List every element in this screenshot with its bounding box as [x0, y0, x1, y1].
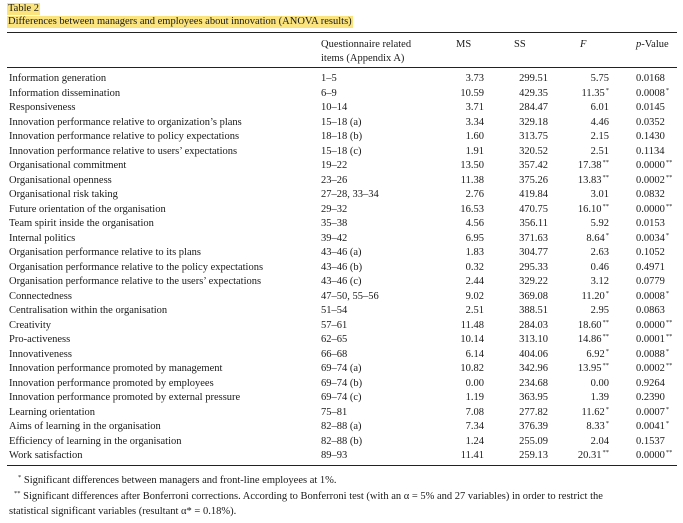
- row-ms: 1.60: [465, 131, 484, 142]
- row-label: Learning orientation: [9, 406, 96, 418]
- row-f: [578, 202, 609, 217]
- row-items: 66–68: [321, 348, 348, 360]
- row-f-number: 2.04: [590, 435, 609, 447]
- row-ms: 2.44: [465, 276, 484, 287]
- row-p-value-significance-mark: **: [665, 449, 673, 456]
- row-ss: 304.77: [519, 247, 548, 258]
- row-f-number: 16.10: [577, 203, 602, 215]
- row-label: Pro-activeness: [9, 334, 71, 345]
- row-f: [586, 347, 609, 362]
- row-f-number: 5.75: [590, 73, 609, 84]
- row-label: Centralisation within the organisation: [9, 305, 168, 316]
- row-p-value: [636, 303, 665, 318]
- row-p-value: [636, 129, 665, 144]
- row-ss: 284.47: [519, 102, 548, 113]
- row-items: 51–54: [321, 305, 348, 316]
- row-items: 89–93: [321, 450, 348, 461]
- row-ms: 1.83: [465, 247, 484, 258]
- row-ms: 2.51: [465, 305, 484, 316]
- row-label: Innovativeness: [9, 348, 72, 360]
- row-f: [591, 245, 609, 260]
- row-p-value: [636, 173, 672, 188]
- table-row: [0, 274, 683, 289]
- row-label: Responsiveness: [9, 102, 76, 113]
- row-p-value: [636, 187, 665, 202]
- table-row: [0, 361, 683, 376]
- table-row: [0, 260, 683, 275]
- table-row: [0, 289, 683, 304]
- row-p-value-significance-mark: *: [665, 231, 670, 239]
- row-label: Information generation: [9, 73, 107, 84]
- row-items: 43–46 (c): [321, 276, 362, 287]
- row-p-value-number: 0.0145: [636, 102, 665, 113]
- row-items: 43–46 (a): [321, 247, 362, 258]
- row-ms: 3.71: [465, 102, 484, 113]
- row-ss: 342.96: [519, 363, 548, 374]
- table-row: [0, 405, 683, 420]
- row-f-number: 17.38: [577, 160, 602, 171]
- row-f: [591, 216, 609, 231]
- row-label: Internal politics: [9, 232, 76, 244]
- row-f-significance-mark: **: [602, 449, 609, 456]
- row-items: 82–88 (a): [321, 421, 362, 432]
- row-f: [591, 376, 609, 391]
- row-items: 23–26: [321, 174, 348, 186]
- row-ms: 1.91: [465, 145, 484, 157]
- row-p-value-number: 0.0352: [636, 116, 665, 128]
- row-label: Innovation performance promoted by external pressure: [9, 392, 241, 403]
- row-f: [591, 115, 609, 130]
- row-p-value: [636, 405, 669, 420]
- row-label: Innovation performance relative to policy expectations: [9, 131, 240, 142]
- row-f-number: 13.83: [577, 174, 602, 186]
- row-p-value-number: 0.0779: [636, 276, 665, 287]
- row-p-value-number: 0.0007: [636, 406, 665, 418]
- row-items: 43–46 (b): [321, 261, 363, 273]
- row-f-number: 0.00: [590, 377, 609, 389]
- row-f-number: 5.92: [590, 218, 609, 229]
- row-items: 35–38: [321, 218, 348, 229]
- row-p-value: [636, 71, 665, 86]
- row-p-value: [636, 390, 665, 405]
- row-p-value-number: 0.0002: [636, 363, 665, 374]
- row-ss: 363.95: [519, 392, 548, 403]
- footnote-2-continued: statistical significant variables (resultant α* = 0.18%).: [9, 506, 237, 517]
- row-f-significance-mark: *: [605, 347, 609, 355]
- row-items: 15–18 (a): [321, 116, 362, 128]
- row-p-value: [636, 332, 672, 347]
- row-p-value-significance-mark: **: [665, 159, 673, 166]
- row-items: 39–42: [321, 232, 348, 244]
- row-p-value: [636, 448, 672, 463]
- row-p-value-number: 0.1430: [636, 131, 665, 142]
- row-f-number: 4.46: [590, 116, 609, 128]
- row-p-value-significance-mark: **: [665, 362, 673, 369]
- table-row: [0, 144, 683, 159]
- row-f-number: 1.39: [590, 392, 609, 403]
- row-p-value: [636, 115, 665, 130]
- row-f: [591, 390, 609, 405]
- table-row: [0, 173, 683, 188]
- row-ss: 277.82: [519, 406, 548, 418]
- table-row: [0, 419, 683, 434]
- row-f-number: 2.63: [590, 247, 609, 258]
- row-f-significance-mark: *: [605, 405, 609, 413]
- row-p-value-significance-mark: *: [665, 420, 670, 427]
- row-p-value-number: 0.0000: [636, 203, 665, 215]
- row-p-value: [636, 231, 669, 246]
- row-p-value-number: 0.0153: [636, 218, 665, 229]
- row-p-value-number: 0.0832: [636, 189, 665, 200]
- row-f: [578, 318, 609, 333]
- row-p-value-number: 0.0034: [636, 232, 665, 244]
- footnote-2: [13, 490, 603, 504]
- row-ms: 7.08: [465, 406, 484, 418]
- row-f: [578, 361, 609, 376]
- table-row: [0, 129, 683, 144]
- row-ss: 255.09: [519, 435, 548, 447]
- row-ms: 11.48: [460, 319, 484, 331]
- row-p-value: [636, 274, 665, 289]
- row-ss: 356.11: [519, 218, 548, 229]
- row-f: [578, 173, 609, 188]
- row-ms: 9.02: [465, 290, 484, 302]
- row-p-value-number: 0.1134: [636, 145, 665, 157]
- table-row: [0, 390, 683, 405]
- row-items: 47–50, 55–56: [321, 290, 379, 302]
- row-items: 19–22: [321, 160, 348, 171]
- row-p-value: [636, 260, 665, 275]
- row-p-value: [636, 144, 665, 159]
- row-p-value: [636, 158, 672, 173]
- row-f-significance-mark: **: [602, 362, 609, 369]
- row-p-value-significance-mark: **: [665, 318, 673, 326]
- row-p-value-significance-mark: *: [665, 289, 670, 297]
- row-items: 18–18 (b): [321, 131, 363, 142]
- table-row: [0, 448, 683, 463]
- row-items: 27–28, 33–34: [321, 189, 379, 200]
- row-p-value-number: 0.2390: [636, 392, 665, 403]
- row-items: 10–14: [321, 102, 348, 113]
- row-p-value-number: 0.1537: [636, 435, 665, 447]
- header-rule: [7, 67, 677, 68]
- row-ss: 404.06: [519, 348, 548, 360]
- row-ss: 429.35: [519, 87, 548, 99]
- row-f: [591, 144, 609, 159]
- row-ms: 1.24: [465, 435, 484, 447]
- row-ss: 234.68: [519, 377, 548, 389]
- row-ss: 329.18: [519, 116, 548, 128]
- row-label: Creativity: [9, 319, 51, 331]
- row-items: 15–18 (c): [321, 145, 362, 157]
- table-row: [0, 100, 683, 115]
- row-f: [582, 405, 610, 420]
- row-items: 75–81: [321, 406, 348, 418]
- row-f-number: 3.12: [590, 276, 609, 287]
- row-ss: 284.03: [519, 319, 548, 331]
- row-f-number: 11.62: [581, 406, 605, 418]
- row-ss: 329.22: [519, 276, 548, 287]
- row-items: 69–74 (c): [321, 392, 362, 403]
- row-items: 6–9: [321, 87, 337, 99]
- row-f-number: 11.35: [581, 87, 605, 99]
- row-p-value-number: 0.0001: [636, 334, 665, 345]
- row-label: Innovation performance relative to organization’s plans: [9, 116, 242, 128]
- row-f-significance-mark: **: [602, 159, 609, 166]
- header-p-value: p-Value: [636, 39, 669, 50]
- row-p-value-number: 0.0008: [636, 290, 665, 302]
- table-row: [0, 71, 683, 86]
- row-f: [578, 332, 609, 347]
- row-f: [586, 419, 609, 434]
- row-label: Future orientation of the organisation: [9, 203, 166, 215]
- row-p-value-number: 0.0041: [636, 421, 665, 432]
- row-p-value-significance-mark: *: [665, 347, 670, 355]
- row-label: Innovation performance promoted by employees: [9, 377, 214, 389]
- row-p-value-number: 0.0168: [636, 73, 665, 84]
- row-f-significance-mark: *: [605, 231, 609, 239]
- row-label: Organisational commitment: [9, 160, 127, 171]
- row-f: [586, 231, 609, 246]
- row-ss: 295.33: [519, 261, 548, 273]
- row-p-value-significance-mark: *: [665, 86, 670, 94]
- row-label: Organisation performance relative to the users’ expectations: [9, 276, 262, 287]
- table-row: [0, 434, 683, 449]
- row-f: [591, 71, 609, 86]
- row-f-number: 2.51: [590, 145, 609, 157]
- footnote-2-text: Significant differences after Bonferroni corrections. According to Bonferroni test (with an α = 5% and 27 variables) in order to restrict the: [23, 491, 603, 502]
- row-label: Organisational openness: [9, 174, 112, 186]
- header-items-line1: Questionnaire related: [321, 39, 412, 50]
- row-f: [591, 434, 609, 449]
- row-f-number: 20.31: [577, 450, 602, 461]
- row-f-significance-mark: *: [605, 289, 609, 297]
- footnote-2-marker: **: [14, 490, 21, 497]
- row-ms: 0.00: [465, 377, 484, 389]
- row-ms: 16.53: [460, 203, 484, 215]
- header-ss: SS: [514, 39, 526, 50]
- row-f: [591, 100, 609, 115]
- footnote-1: [17, 474, 337, 488]
- header-f: F: [580, 39, 587, 50]
- row-ms: 11.38: [460, 174, 484, 186]
- row-f-significance-mark: **: [602, 333, 609, 340]
- table-title: Differences between managers and employees about innovation (ANOVA results): [8, 16, 352, 27]
- row-p-value: [636, 100, 665, 115]
- row-ms: 10.82: [460, 363, 484, 374]
- row-f-number: 6.92: [586, 348, 605, 360]
- row-label: Work satisfaction: [9, 450, 83, 461]
- row-p-value-significance-mark: *: [665, 405, 670, 413]
- row-p-value: [636, 216, 665, 231]
- row-label: Organisational risk taking: [9, 189, 118, 200]
- row-p-value-number: 0.0000: [636, 160, 665, 171]
- header-ms: MS: [456, 39, 472, 50]
- row-p-value-number: 0.0008: [636, 87, 665, 99]
- row-f-number: 3.01: [590, 189, 609, 200]
- row-p-value-number: 0.1052: [636, 247, 665, 258]
- row-ss: 299.51: [519, 73, 548, 84]
- row-ss: 371.63: [519, 232, 548, 244]
- row-p-value: [636, 289, 669, 304]
- row-f: [591, 187, 609, 202]
- top-rule: [7, 32, 677, 33]
- row-f-number: 6.01: [590, 102, 609, 113]
- row-items: 82–88 (b): [321, 435, 363, 447]
- row-ms: 3.73: [465, 73, 484, 84]
- row-p-value-number: 0.0002: [636, 174, 665, 186]
- row-f-significance-mark: **: [602, 202, 609, 210]
- row-label: Organisation performance relative to the policy expectations: [9, 261, 264, 273]
- row-items: 62–65: [321, 334, 348, 345]
- table-row: [0, 332, 683, 347]
- row-ss: 376.39: [519, 421, 548, 432]
- bottom-rule: [7, 465, 677, 466]
- row-items: 69–74 (b): [321, 377, 363, 389]
- table-row: [0, 115, 683, 130]
- row-f: [582, 86, 610, 101]
- row-p-value: [636, 318, 672, 333]
- row-f-number: 0.46: [590, 261, 609, 273]
- row-label: Aims of learning in the organisation: [9, 421, 161, 432]
- table-row: [0, 245, 683, 260]
- header-items-line2: items (Appendix A): [321, 53, 405, 64]
- row-ms: 6.95: [465, 232, 484, 244]
- row-p-value-significance-mark: **: [665, 333, 673, 340]
- row-ms: 11.41: [460, 450, 484, 461]
- table-row: [0, 231, 683, 246]
- row-ms: 4.56: [465, 218, 484, 229]
- table-row: [0, 202, 683, 217]
- row-ms: 1.19: [465, 392, 484, 403]
- row-f: [591, 260, 609, 275]
- table-row: [0, 318, 683, 333]
- row-p-value: [636, 347, 669, 362]
- footnote-1-marker: *: [18, 474, 22, 481]
- row-f-significance-mark: **: [602, 318, 609, 326]
- row-ms: 7.34: [465, 421, 484, 432]
- row-f: [582, 289, 610, 304]
- row-p-value-number: 0.4971: [636, 261, 665, 273]
- row-ss: 259.13: [519, 450, 548, 461]
- table-row: [0, 86, 683, 101]
- row-items: 69–74 (a): [321, 363, 362, 374]
- row-p-value-significance-mark: **: [665, 202, 673, 210]
- row-p-value-number: 0.0088: [636, 348, 665, 360]
- row-label: Innovation performance promoted by management: [9, 363, 223, 374]
- row-ms: 10.59: [460, 87, 484, 99]
- row-f-number: 2.95: [590, 305, 609, 316]
- row-p-value: [636, 361, 672, 376]
- row-f-number: 13.95: [577, 363, 602, 374]
- row-label: Team spirit inside the organisation: [9, 218, 154, 229]
- row-p-value: [636, 376, 665, 391]
- row-label: Information dissemination: [9, 87, 121, 99]
- row-p-value: [636, 434, 665, 449]
- row-p-value: [636, 202, 672, 217]
- table-row: [0, 376, 683, 391]
- row-p-value: [636, 86, 669, 101]
- row-ss: 419.84: [519, 189, 548, 200]
- row-label: Innovation performance relative to users’ expectations: [9, 145, 238, 157]
- row-p-value: [636, 419, 669, 434]
- row-f: [591, 274, 609, 289]
- row-f: [578, 448, 609, 463]
- row-ss: 313.10: [519, 334, 548, 345]
- row-p-value-number: 0.0000: [636, 319, 665, 331]
- row-ss: 388.51: [519, 305, 548, 316]
- row-p-value: [636, 245, 665, 260]
- row-f-significance-mark: *: [605, 420, 609, 427]
- row-ms: 10.14: [460, 334, 484, 345]
- row-f-number: 11.20: [581, 290, 605, 302]
- row-items: 1–5: [321, 73, 337, 84]
- row-items: 29–32: [321, 203, 348, 215]
- row-label: Organisation performance relative to its plans: [9, 247, 201, 258]
- table-row: [0, 216, 683, 231]
- row-f-number: 18.60: [577, 319, 602, 331]
- row-f-number: 2.15: [590, 131, 609, 142]
- row-f-number: 8.64: [586, 232, 605, 244]
- table-label: Table 2: [8, 3, 40, 14]
- row-ms: 6.14: [465, 348, 484, 360]
- table-row: [0, 303, 683, 318]
- row-ss: 375.26: [519, 174, 548, 186]
- row-ss: 470.75: [519, 203, 548, 215]
- row-f: [591, 303, 609, 318]
- row-ms: 2.76: [465, 189, 484, 200]
- row-label: Efficiency of learning in the organisation: [9, 435, 182, 447]
- table-row: [0, 187, 683, 202]
- row-f-number: 8.33: [586, 421, 605, 432]
- row-p-value-number: 0.9264: [636, 377, 665, 389]
- row-ms: 0.32: [465, 261, 484, 273]
- row-f-significance-mark: **: [602, 173, 609, 181]
- row-p-value-number: 0.0000: [636, 450, 665, 461]
- row-p-value-number: 0.0863: [636, 305, 665, 316]
- row-ss: 369.08: [519, 290, 548, 302]
- row-label: Connectedness: [9, 290, 72, 302]
- row-ss: 313.75: [519, 131, 548, 142]
- row-p-value-significance-mark: **: [665, 173, 673, 181]
- row-f: [591, 129, 609, 144]
- row-items: 57–61: [321, 319, 348, 331]
- row-f-number: 14.86: [577, 334, 602, 345]
- row-f: [578, 158, 609, 173]
- row-ss: 320.52: [519, 145, 548, 157]
- row-ss: 357.42: [519, 160, 548, 171]
- row-f-significance-mark: *: [605, 86, 609, 94]
- table-row: [0, 158, 683, 173]
- row-ms: 13.50: [460, 160, 484, 171]
- table-row: [0, 347, 683, 362]
- row-ms: 3.34: [465, 116, 484, 128]
- footnote-1-text: Significant differences between managers and front-line employees at 1%.: [23, 475, 337, 486]
